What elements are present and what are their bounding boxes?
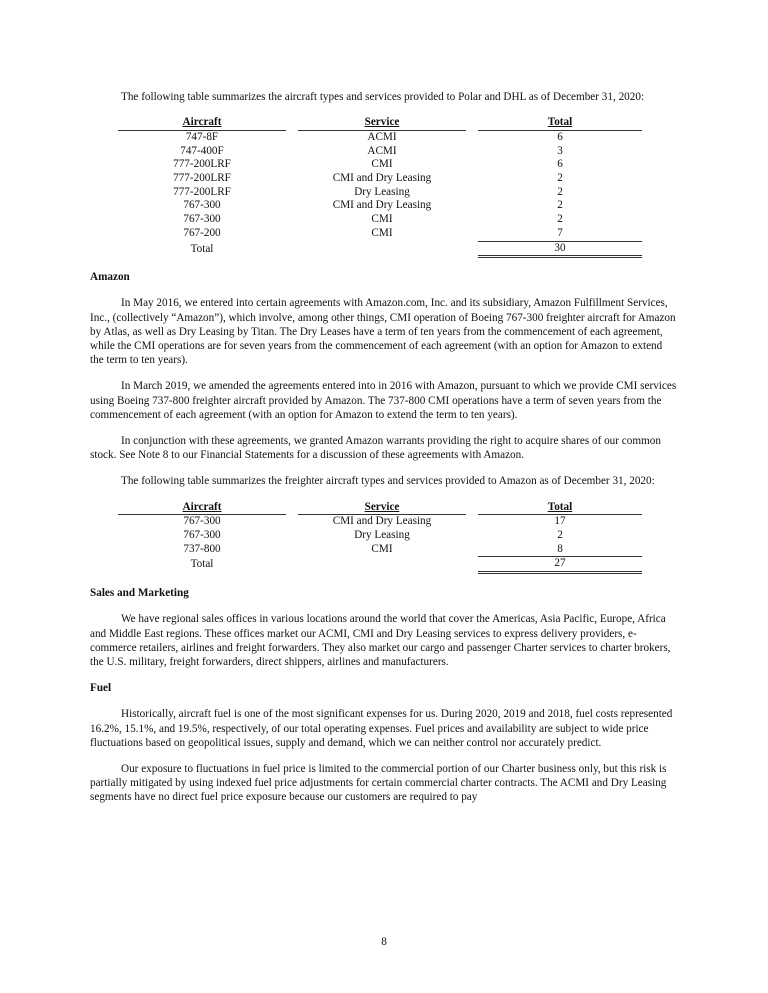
document-page xyxy=(90,90,678,817)
table-row xyxy=(118,158,642,172)
cell-total: 7 xyxy=(557,226,563,239)
cell-service: Dry Leasing xyxy=(354,185,410,198)
table-row xyxy=(118,131,642,145)
table-header-row xyxy=(118,501,642,516)
cell-aircraft: 747-400F xyxy=(180,144,224,157)
cell-aircraft: 767-300 xyxy=(183,213,221,226)
cell-aircraft: 767-300 xyxy=(183,529,221,542)
cell-service: CMI xyxy=(371,213,393,226)
table-row xyxy=(118,515,642,529)
column-header-aircraft: Aircraft xyxy=(118,501,286,516)
cell-total: 6 xyxy=(557,130,563,143)
column-header-aircraft: Aircraft xyxy=(118,116,286,131)
cell-service: Dry Leasing xyxy=(354,529,410,542)
cell-service: CMI and Dry Leasing xyxy=(332,199,432,212)
section-heading-amazon: Amazon xyxy=(90,271,130,284)
cell-service: CMI and Dry Leasing xyxy=(332,515,432,528)
section-heading-sales-marketing: Sales and Marketing xyxy=(90,587,189,600)
fuel-paragraph-1: Historically, aircraft fuel is one of the most significant expenses for us. During 2020, 2019 and 2018, fuel costs represented 16.2%, 15.1%, and 19.5%, respectively, of our total operating expenses. Fuel prices and availability are subject to wide price fluctuations based on geopolitical issues, supply and demand, which we can neither control nor accurately predict. xyxy=(90,708,673,749)
table-row xyxy=(118,529,642,543)
table-row xyxy=(118,199,642,213)
table-total-row xyxy=(118,556,642,574)
table-row xyxy=(118,543,642,557)
cell-aircraft: 777-200LRF xyxy=(173,185,231,198)
amazon-paragraph-1: In May 2016, we entered into certain agreements with Amazon.com, Inc. and its subsidiary, Amazon Fulfillment Services, Inc., (collectively “Amazon”), which involve, among other things, CMI operation of Boeing 767-300 freighter aircraft for Amazon by Atlas, as well as Dry Leasing by Titan. The Dry Leases have a term of ten years from the commencement of each agreement, while the CMI operations are for seven years from the commencement of each agreement (with an option for Amazon to extend the term to ten years). xyxy=(90,297,676,367)
cell-service: CMI xyxy=(371,158,393,171)
cell-total: 2 xyxy=(557,185,563,198)
cell-service: ACMI xyxy=(367,144,397,157)
cell-total: 2 xyxy=(557,213,563,226)
total-value: 27 xyxy=(478,556,642,574)
table-row xyxy=(118,172,642,186)
cell-total: 2 xyxy=(557,529,563,542)
sales-paragraph-1: We have regional sales offices in various locations around the world that cover the Americas, Asia Pacific, Europe, Africa and Middle East regions. These offices market our ACMI, CMI and Dry Leasing services to express delivery providers, e-commerce retailers, airlines and freight forwarders. They also market our cargo and passenger Charter services to charter brokers, the U.S. military, freight forwarders, direct shippers, airlines and manufacturers. xyxy=(90,613,671,668)
cell-total: 3 xyxy=(557,144,563,157)
cell-aircraft: 767-300 xyxy=(183,515,221,528)
total-label: Total xyxy=(190,558,214,571)
cell-aircraft: 767-300 xyxy=(183,199,221,212)
cell-total: 17 xyxy=(554,515,566,528)
cell-aircraft: 777-200LRF xyxy=(173,172,231,185)
section-heading-fuel: Fuel xyxy=(90,682,112,695)
table-row xyxy=(118,186,642,200)
intro-paragraph-amazon: The following table summarizes the freighter aircraft types and services provided to Amazon as of December 31, 2020: xyxy=(121,475,655,488)
column-header-total: Total xyxy=(478,116,642,131)
cell-service: CMI xyxy=(371,226,393,239)
cell-aircraft: 767-200 xyxy=(183,226,221,239)
table-row xyxy=(118,145,642,159)
intro-paragraph-polar-dhl: The following table summarizes the aircraft types and services provided to Polar and DHL as of December 31, 2020: xyxy=(121,91,645,103)
amazon-paragraph-2: In March 2019, we amended the agreements entered into in 2016 with Amazon, pursuant to which we provide CMI services using Boeing 737-800 freighter aircraft provided by Amazon. The 737-800 CMI operations have a term of seven years from the commencement of each agreement (with an option for Amazon to extend the term to ten years). xyxy=(90,380,677,421)
cell-aircraft: 777-200LRF xyxy=(173,158,231,171)
column-header-service: Service xyxy=(298,116,466,131)
polar-dhl-aircraft-table xyxy=(118,116,642,258)
table-total-row xyxy=(118,241,642,259)
cell-total: 8 xyxy=(557,542,563,555)
column-header-service: Service xyxy=(298,501,466,516)
cell-service: ACMI xyxy=(367,130,397,143)
cell-service: CMI and Dry Leasing xyxy=(332,172,432,185)
cell-service: CMI xyxy=(371,542,393,555)
page-number: 8 xyxy=(381,936,387,948)
amazon-paragraph-3: In conjunction with these agreements, we granted Amazon warrants providing the right to acquire shares of our common stock. See Note 8 to our Financial Statements for a discussion of these agreements with Amazon. xyxy=(90,435,661,462)
amazon-aircraft-table xyxy=(118,501,642,575)
cell-total: 2 xyxy=(557,172,563,185)
cell-aircraft: 737-800 xyxy=(183,542,221,555)
cell-aircraft: 747-8F xyxy=(185,130,219,143)
column-header-total: Total xyxy=(478,501,642,516)
table-row xyxy=(118,213,642,227)
table-row xyxy=(118,227,642,241)
total-label: Total xyxy=(190,242,214,255)
cell-total: 6 xyxy=(557,158,563,171)
total-value: 30 xyxy=(478,241,642,259)
cell-total: 2 xyxy=(557,199,563,212)
fuel-paragraph-2: Our exposure to fluctuations in fuel price is limited to the commercial portion of our Charter business only, but this risk is partially mitigated by using indexed fuel price adjustments for certain commercial charter contracts. The ACMI and Dry Leasing segments have no direct fuel price exposure because our customers are required to pay xyxy=(90,763,667,804)
table-header-row xyxy=(118,116,642,131)
